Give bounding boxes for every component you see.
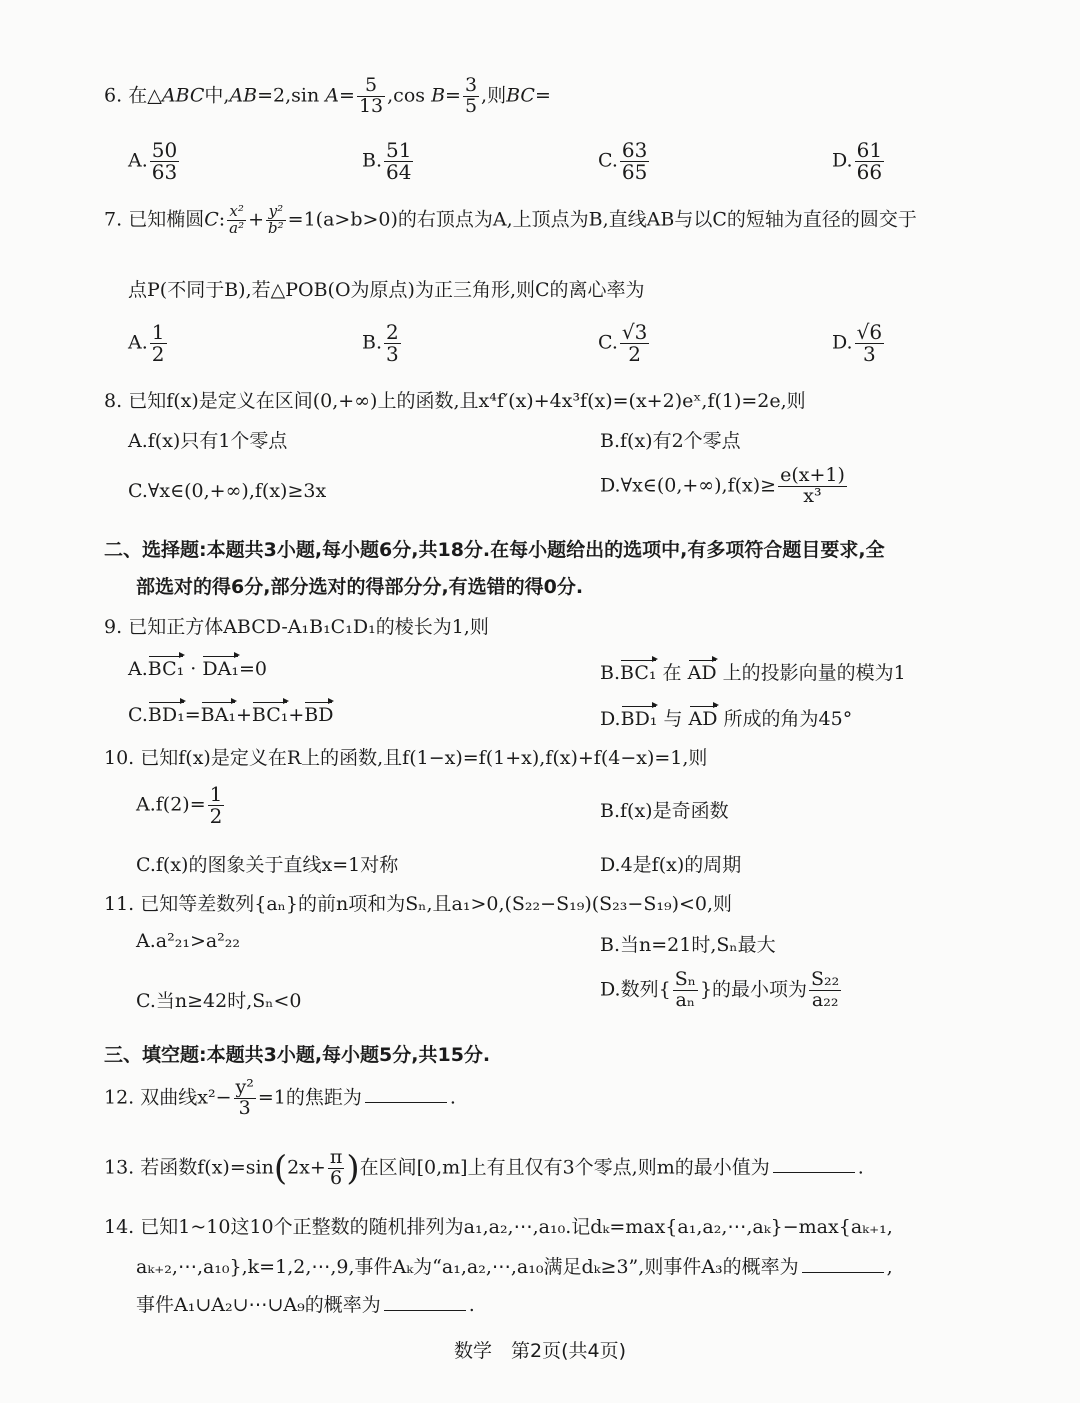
- section-3-heading: 三、填空题:本题共3小题,每小题5分,共15分.: [104, 1044, 491, 1066]
- option-a: A. $\frac{50}{63}$: [128, 138, 178, 184]
- option-b: B.BC₁ 在 AD 上的投影向量的模为1: [600, 662, 906, 684]
- option-a: A. $\frac{1}{2}$: [128, 320, 165, 366]
- option-a: A.f(x)只有1个零点: [128, 430, 288, 452]
- question-number: 8.: [104, 390, 123, 412]
- option-d: D.4是f(x)的周期: [600, 854, 742, 876]
- option-d: D. $\frac{61}{66}$: [832, 138, 883, 184]
- option-a: A.a²₂₁>a²₂₂: [136, 930, 241, 952]
- question-number: 7.: [104, 208, 123, 231]
- option-c: C.BD₁=BA₁+BC₁+BD: [128, 704, 334, 726]
- option-c: C.f(x)的图象关于直线x=1对称: [136, 854, 399, 876]
- answer-blank: [802, 1272, 884, 1273]
- question-number: 9.: [104, 616, 123, 638]
- question-11: 11. 已知等差数列{aₙ}的前n项和为Sₙ,且a₁>0,(S₂₂−S₁₉)(S₂₃−S₁₉)<0,则: [104, 893, 733, 915]
- question-13: 13. 若函数f(x)=sin(2x+ $\frac{\pi}{6}$ )在区间[0,m]上有且仅有3个零点,则m的最小值为 .: [104, 1146, 864, 1189]
- fraction: $\frac{3}{5}$: [464, 74, 478, 117]
- question-number: 6.: [104, 84, 123, 107]
- question-9: 9. 已知正方体ABCD-A₁B₁C₁D₁的棱长为1,则: [104, 616, 489, 638]
- question-number: 12.: [104, 1086, 135, 1109]
- option-a: A.BC₁ · DA₁=0: [128, 658, 267, 680]
- question-7-line2: 点P(不同于B),若△POB(O为原点)为正三角形,则C的离心率为: [128, 279, 645, 301]
- question-8: 8. 已知f(x)是定义在区间(0,+∞)上的函数,且x⁴f′(x)+4x³f(x)=(x+2)eˣ,f(1)=2e,则: [104, 390, 806, 412]
- question-10: 10. 已知f(x)是定义在R上的函数,且f(1−x)=f(1+x),f(x)+f(4−x)=1,则: [104, 747, 708, 769]
- answer-blank: [384, 1310, 466, 1311]
- option-c: C.∀x∈(0,+∞),f(x)≥3x: [128, 480, 327, 502]
- question-14-line2: aₖ₊₂,⋯,a₁₀},k=1,2,⋯,9,事件Aₖ为“a₁,a₂,⋯,a₁₀满足dₖ≥3”,则事件A₃的概率为 ,: [136, 1256, 893, 1278]
- fraction: $\frac{5}{13}$: [358, 74, 384, 117]
- question-14: 14. 已知1~10这10个正整数的随机排列为a₁,a₂,⋯,a₁₀.记dₖ=max{a₁,a₂,⋯,aₖ}−max{aₖ₊₁,: [104, 1216, 893, 1238]
- question-number: 10.: [104, 747, 135, 769]
- option-d: D. $\frac{√6}{3}$: [832, 320, 883, 366]
- section-2-heading-line2: 部选对的得6分,部分选对的得部分分,有选错的得0分.: [136, 576, 584, 598]
- answer-blank: [365, 1102, 447, 1103]
- option-d: D.∀x∈(0,+∞),f(x)≥ $\frac{e(x+1)}{\text{x³}}$: [600, 464, 845, 507]
- option-d: D.BD₁ 与 AD 所成的角为45°: [600, 708, 853, 730]
- option-b: B.f(x)有2个零点: [600, 430, 741, 452]
- option-a: A.f(2)= $\frac{1}{2}$: [136, 782, 223, 828]
- option-c: C. $\frac{63}{65}$: [598, 138, 648, 184]
- question-number: 14.: [104, 1216, 135, 1238]
- question-number: 11.: [104, 893, 135, 915]
- option-d: D.数列{ $\frac{\text{Sₙ}}{\text{aₙ}}$ }的最小项为 $\frac{\text{S₂₂}}{\text{a₂₂}}$: [600, 968, 840, 1011]
- question-12: 12. 双曲线x²− $\frac{\text{y²}}{3}$ =1的焦距为 .: [104, 1076, 456, 1119]
- question-6: 6. 在△ABC中,AB=2,sin A= $\frac{5}{13}$ ,cos B= $\frac{3}{5}$ ,则BC=: [104, 74, 551, 117]
- option-c: C. $\frac{√3}{2}$: [598, 320, 648, 366]
- answer-blank: [773, 1172, 855, 1173]
- option-c: C.当n≥42时,Sₙ<0: [136, 990, 302, 1012]
- option-b: B. $\frac{51}{64}$: [362, 138, 412, 184]
- option-b: B.f(x)是奇函数: [600, 800, 729, 822]
- section-2-heading: 二、选择题:本题共3小题,每小题6分,共18分.在每小题给出的选项中,有多项符合题目要求,全: [104, 539, 885, 561]
- option-b: B.当n=21时,Sₙ最大: [600, 934, 776, 956]
- question-number: 13.: [104, 1156, 135, 1179]
- option-b: B. $\frac{2}{3}$: [362, 320, 399, 366]
- page-footer: 数学 第2页(共4页): [453, 1340, 626, 1362]
- question-7: 7. 已知椭圆C: $\frac{\text{x²}}{\text{a²}}$ + $\frac{\text{y²}}{\text{b²}}$ =1(a>b>0)的右顶点为A,上顶点为B,直线AB与以C的短轴为直径的圆交于: [104, 202, 917, 237]
- question-14-line3: 事件A₁∪A₂∪⋯∪A₉的概率为 .: [136, 1294, 475, 1316]
